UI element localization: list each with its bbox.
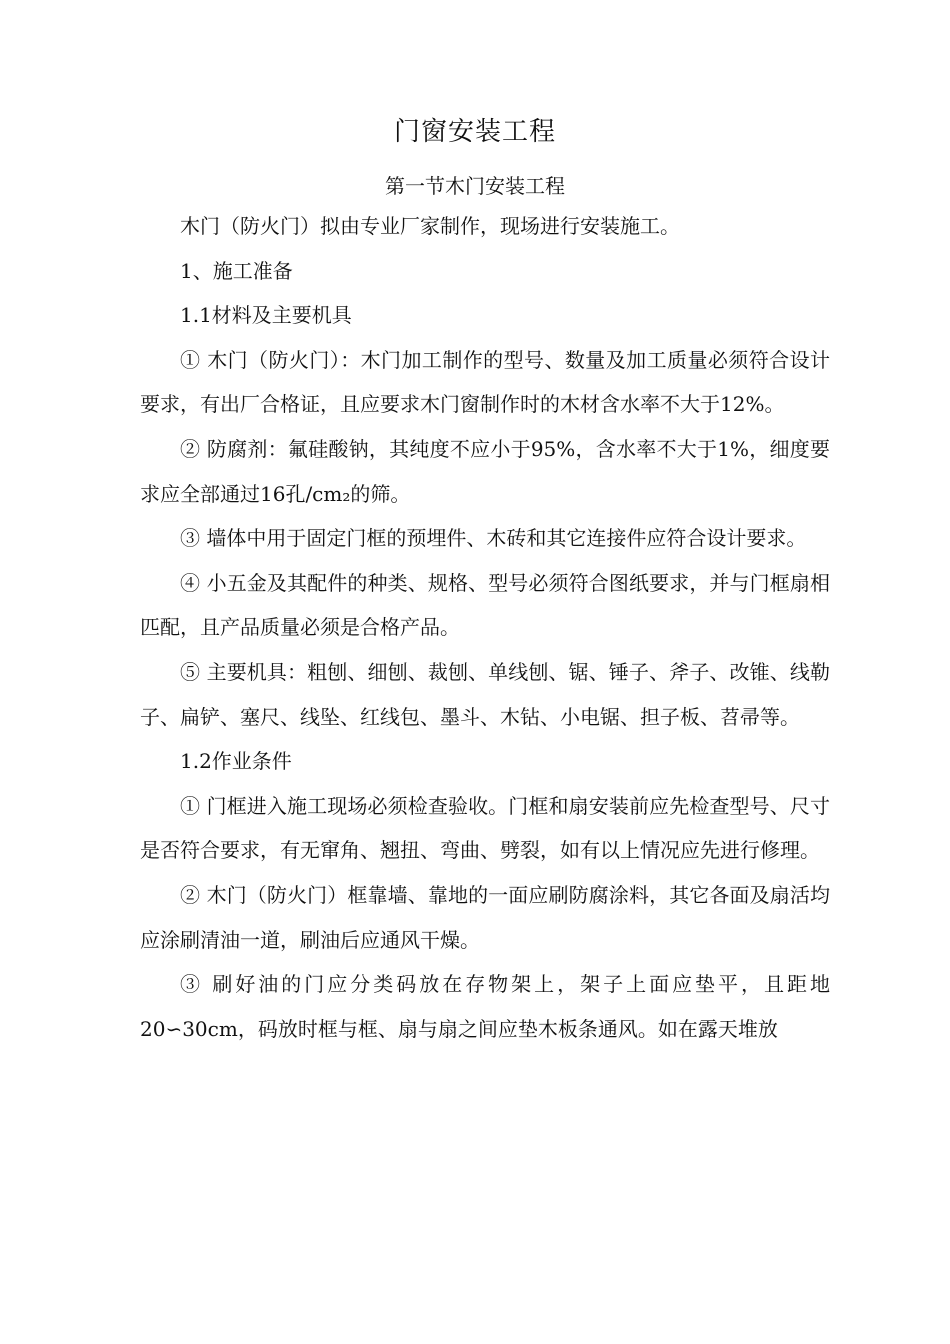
document-body xyxy=(140,204,830,1051)
paragraph-preservative: ② 防腐剂：氟硅酸钠，其纯度不应小于95%，含水率不大于1%，细度要求应全部通过16孔/cm₂的筛。 xyxy=(140,436,830,506)
page-title: 门窗安装工程 xyxy=(393,117,556,147)
paragraph-main-tools: ⑤ 主要机具：粗刨、细刨、裁刨、单线刨、锯、锤子、斧子、改锥、线勒子、扁铲、塞尺、线坠、红线包、墨斗、木钻、小电锯、担子板、苕帚等。 xyxy=(140,659,830,729)
paragraph-wood-door: ① 木门（防火门）：木门加工制作的型号、数量及加工质量必须符合设计要求，有出厂合格证，且应要求木门窗制作时的木材含水率不大于12%。 xyxy=(140,347,830,417)
paragraph-intro: 木门（防火门）拟由专业厂家制作，现场进行安装施工。 xyxy=(180,214,680,238)
section-title: 第一节木门安装工程 xyxy=(385,174,565,198)
paragraph-frame-inspection: ① 门框进入施工现场必须检查验收。门框和扇安装前应先检查型号、尺寸是否符合要求，有无窜角、翘扭、弯曲、劈裂，如有以上情况应先进行修理。 xyxy=(140,793,830,863)
paragraph-frame-coating: ② 木门（防火门）框靠墙、靠地的一面应刷防腐涂料，其它各面及扇活均应涂刷清油一道，刷油后应通风干燥。 xyxy=(140,882,830,952)
heading-construction-preparation: 1、施工准备 xyxy=(180,258,293,283)
paragraph-embedded-parts: ③ 墙体中用于固定门框的预埋件、木砖和其它连接件应符合设计要求。 xyxy=(180,526,807,551)
paragraph-storage: ③ 刷好油的门应分类码放在存物架上，架子上面应垫平，且距地20∽30cm，码放时框与框、扇与扇之间应垫木板条通风。如在露天堆放 xyxy=(140,972,830,1041)
heading-working-conditions: 1.2作业条件 xyxy=(180,749,292,774)
heading-materials-and-tools: 1.1材料及主要机具 xyxy=(180,303,352,328)
paragraph-hardware: ④ 小五金及其配件的种类、规格、型号必须符合图纸要求，并与门框扇相匹配，且产品质量必须是合格产品。 xyxy=(140,570,830,640)
